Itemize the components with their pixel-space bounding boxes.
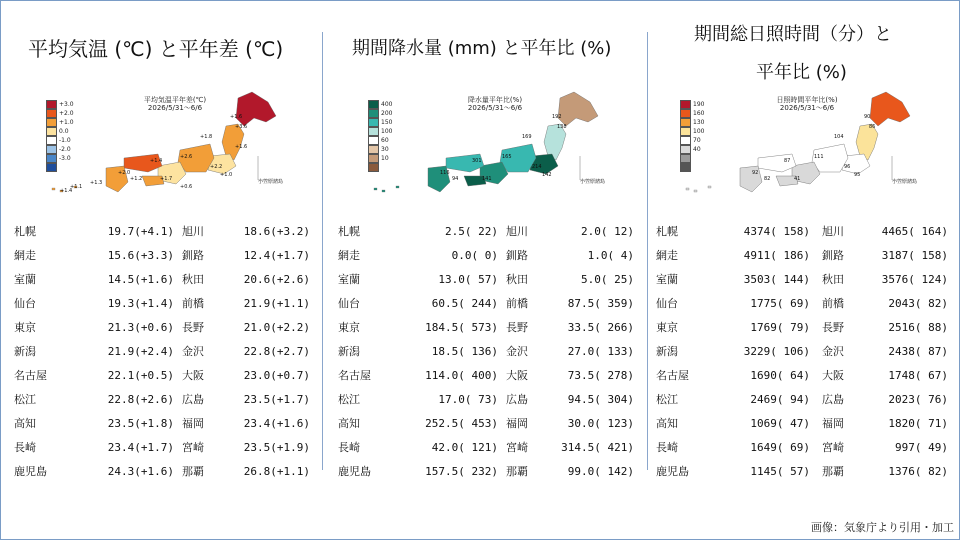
station-name: 釧路 (182, 249, 204, 262)
table-row (338, 316, 638, 340)
station-value: 314.5( 421) (561, 441, 634, 454)
station-name: 長崎 (14, 441, 36, 454)
station-value: 30.0( 123) (567, 417, 634, 430)
sunshine-map-caption-title: 日照時間平年比(%) (776, 96, 838, 104)
station-value: 4911( 186) (743, 249, 810, 262)
station-value: 23.5(+1.7) (243, 393, 310, 406)
station-name: 東京 (656, 321, 678, 334)
station-value: 22.8(+2.6) (107, 393, 174, 406)
station-name: 室蘭 (656, 273, 678, 286)
map-point-label: 41 (794, 176, 801, 182)
precipitation-ratio-map (352, 88, 602, 194)
table-row (338, 244, 638, 268)
station-value: 21.0(+2.2) (243, 321, 310, 334)
station-name: 大阪 (182, 369, 204, 382)
station-name: 新潟 (656, 345, 678, 358)
sunshine-title-line2: 平年比 (%) (756, 62, 847, 83)
map-point-label: 165 (502, 154, 512, 160)
table-row (14, 268, 314, 292)
map-point-label: +1.7 (160, 176, 173, 182)
map-point-label: 141 (482, 176, 492, 182)
station-value: 1145( 57) (750, 465, 810, 478)
map-point-label: +1.3 (90, 180, 103, 186)
station-name: 網走 (14, 249, 36, 262)
station-value: 12.4(+1.7) (243, 249, 310, 262)
legend-label: 200 (381, 110, 393, 117)
legend-label: +3.0 (59, 101, 74, 108)
map-point-label: 169 (522, 134, 532, 140)
station-value: 3503( 144) (743, 273, 810, 286)
map-point-label: +1.6 (230, 114, 243, 120)
map-point-label: 90 (864, 114, 871, 120)
station-name: 宮崎 (506, 441, 528, 454)
station-value: 1069( 47) (750, 417, 810, 430)
station-name: 名古屋 (338, 369, 371, 382)
map-point-label: +1.4 (150, 158, 163, 164)
map-point-label: +1.4 (60, 188, 73, 194)
station-value: 23.5(+1.8) (107, 417, 174, 430)
column-divider-1 (322, 32, 323, 470)
station-value: 252.5( 453) (425, 417, 498, 430)
station-name: 那覇 (182, 465, 204, 478)
station-name: 長崎 (656, 441, 678, 454)
sunshine-title-line1: 期間総日照時間（分）と (694, 24, 892, 45)
station-value: 14.5(+1.6) (107, 273, 174, 286)
station-value: 33.5( 266) (567, 321, 634, 334)
station-name: 室蘭 (14, 273, 36, 286)
station-value: 1775( 69) (750, 297, 810, 310)
station-name: 室蘭 (338, 273, 360, 286)
station-name: 名古屋 (656, 369, 689, 382)
legend-label: 0.0 (59, 128, 69, 135)
station-value: 1690( 64) (750, 369, 810, 382)
precipitation-map-caption-period: 2026/5/31～6/6 (467, 104, 523, 112)
table-row (14, 436, 314, 460)
ogasawara-inset-frame (580, 156, 602, 180)
station-value: 18.6(+3.2) (243, 225, 310, 238)
station-name: 釧路 (822, 249, 844, 262)
station-value: 1649( 69) (750, 441, 810, 454)
station-name: 名古屋 (14, 369, 47, 382)
station-value: 1.0( 4) (587, 249, 634, 262)
column-divider-2 (647, 32, 648, 470)
station-value: 21.9(+2.4) (107, 345, 174, 358)
map-point-label: 214 (532, 164, 542, 170)
station-name: 福岡 (182, 417, 204, 430)
map-region-hokkaido (236, 92, 276, 126)
station-name: 長野 (822, 321, 844, 334)
station-name: 新潟 (338, 345, 360, 358)
legend-label: -1.0 (59, 137, 71, 144)
station-name: 高知 (656, 417, 678, 430)
legend-label: -3.0 (59, 155, 71, 162)
map-point-label: 82 (764, 176, 771, 182)
table-row (656, 220, 956, 244)
station-name: 仙台 (14, 297, 36, 310)
station-value: 1820( 71) (888, 417, 948, 430)
station-name: 札幌 (338, 225, 360, 238)
station-name: 金沢 (506, 345, 528, 358)
sunshine-map-caption-period: 2026/5/31～6/6 (779, 104, 835, 112)
station-name: 東京 (14, 321, 36, 334)
map-island (694, 190, 697, 192)
station-value: 17.0( 73) (438, 393, 498, 406)
station-value: 2.0( 12) (581, 225, 634, 238)
map-region-hokkaido (558, 92, 598, 126)
station-name: 高知 (14, 417, 36, 430)
legend-label: 40 (693, 146, 701, 153)
table-row (338, 364, 638, 388)
station-name: 長野 (506, 321, 528, 334)
station-name: 鹿児島 (14, 465, 47, 478)
table-row (656, 388, 956, 412)
station-value: 24.3(+1.6) (107, 465, 174, 478)
table-row (338, 340, 638, 364)
precipitation-table (338, 220, 638, 484)
station-name: 前橋 (822, 297, 844, 310)
precipitation-map-ogasawara-label: 小笠原諸島 (580, 179, 606, 185)
station-name: 福岡 (506, 417, 528, 430)
station-name: 網走 (338, 249, 360, 262)
station-name: 広島 (506, 393, 528, 406)
station-value: 3229( 106) (743, 345, 810, 358)
station-name: 大阪 (506, 369, 528, 382)
map-point-label: 86 (869, 124, 876, 130)
station-value: 19.3(+1.4) (107, 297, 174, 310)
table-row (656, 436, 956, 460)
table-row (338, 220, 638, 244)
station-value: 997( 49) (895, 441, 948, 454)
legend-label: -2.0 (59, 146, 71, 153)
sunshine-ratio-map (664, 88, 914, 194)
station-value: 23.4(+1.6) (243, 417, 310, 430)
table-row (656, 460, 956, 484)
legend-label: +1.0 (59, 119, 74, 126)
map-point-label: 111 (814, 154, 824, 160)
station-name: 鹿児島 (338, 465, 371, 478)
map-point-label: +1.2 (130, 176, 143, 182)
station-name: 那覇 (506, 465, 528, 478)
station-value: 60.5( 244) (431, 297, 498, 310)
station-value: 42.0( 121) (431, 441, 498, 454)
station-value: 27.0( 133) (567, 345, 634, 358)
map-point-label: 87 (784, 158, 791, 164)
station-value: 22.8(+2.7) (243, 345, 310, 358)
station-name: 前橋 (506, 297, 528, 310)
temperature-title: 平均気温 (℃) と平年差 (℃) (28, 37, 284, 61)
legend-label: 160 (693, 110, 705, 117)
station-value: 1769( 79) (750, 321, 810, 334)
map-point-label: 94 (452, 176, 459, 182)
table-row (14, 292, 314, 316)
table-row (338, 412, 638, 436)
image-credit: 画像：気象庁より引用・加工 (811, 521, 954, 534)
legend-label: 130 (693, 119, 705, 126)
table-row (338, 268, 638, 292)
station-name: 高知 (338, 417, 360, 430)
station-value: 157.5( 232) (425, 465, 498, 478)
legend-label: 10 (381, 155, 389, 162)
ogasawara-inset-frame (258, 156, 280, 180)
station-value: 0.0( 0) (451, 249, 498, 262)
map-region-hokkaido (870, 92, 910, 126)
legend-label: 70 (693, 137, 701, 144)
station-value: 5.0( 25) (581, 273, 634, 286)
map-point-label: 104 (834, 134, 844, 140)
japan-map-svg (352, 88, 602, 194)
map-point-label: +3.6 (235, 124, 248, 130)
legend-label: 60 (381, 137, 389, 144)
temperature-anomaly-map (30, 88, 280, 194)
station-value: 2.5( 22) (445, 225, 498, 238)
station-value: 94.5( 304) (567, 393, 634, 406)
station-name: 網走 (656, 249, 678, 262)
map-point-label: +2.2 (210, 164, 223, 170)
table-row (14, 244, 314, 268)
station-value: 99.0( 142) (567, 465, 634, 478)
station-name: 仙台 (338, 297, 360, 310)
table-row (14, 340, 314, 364)
station-name: 松江 (656, 393, 678, 406)
station-value: 3576( 124) (881, 273, 948, 286)
station-name: 那覇 (822, 465, 844, 478)
station-value: 87.5( 359) (567, 297, 634, 310)
legend-label: 100 (693, 128, 705, 135)
japan-map-svg (30, 88, 280, 194)
precipitation-map-caption-title: 降水量平年比(%) (467, 96, 523, 104)
table-row (14, 412, 314, 436)
table-row (656, 340, 956, 364)
map-point-label: 95 (854, 172, 861, 178)
table-row (656, 244, 956, 268)
station-value: 4374( 158) (743, 225, 810, 238)
table-row (338, 436, 638, 460)
map-island (374, 188, 377, 190)
table-row (14, 364, 314, 388)
station-name: 旭川 (506, 225, 528, 238)
station-name: 仙台 (656, 297, 678, 310)
table-row (656, 292, 956, 316)
temperature-map-ogasawara-label: 小笠原諸島 (258, 179, 284, 185)
map-point-label: 96 (844, 164, 851, 170)
station-name: 鹿児島 (656, 465, 689, 478)
station-name: 大阪 (822, 369, 844, 382)
table-row (656, 364, 956, 388)
legend-label: 190 (693, 101, 705, 108)
temperature-table (14, 220, 314, 484)
legend-label: 150 (381, 119, 393, 126)
station-name: 金沢 (822, 345, 844, 358)
station-name: 秋田 (506, 273, 528, 286)
sunshine-map-ogasawara-label: 小笠原諸島 (892, 179, 918, 185)
station-name: 宮崎 (822, 441, 844, 454)
table-row (14, 316, 314, 340)
station-value: 2043( 82) (888, 297, 948, 310)
table-row (14, 220, 314, 244)
temperature-map-caption-period: 2026/5/31～6/6 (147, 104, 203, 112)
legend-label: 30 (381, 146, 389, 153)
station-value: 73.5( 278) (567, 369, 634, 382)
table-row (656, 268, 956, 292)
station-value: 21.9(+1.1) (243, 297, 310, 310)
map-island (52, 188, 55, 190)
map-point-label: 142 (542, 172, 552, 178)
station-value: 15.6(+3.3) (107, 249, 174, 262)
station-name: 旭川 (822, 225, 844, 238)
temperature-map-caption-title: 平均気温平年差(℃) (143, 96, 207, 104)
station-value: 114.0( 400) (425, 369, 498, 382)
station-name: 秋田 (182, 273, 204, 286)
station-name: 長野 (182, 321, 204, 334)
station-value: 19.7(+4.1) (107, 225, 174, 238)
station-value: 1376( 82) (888, 465, 948, 478)
station-value: 2023( 76) (888, 393, 948, 406)
station-value: 3187( 158) (881, 249, 948, 262)
station-value: 23.0(+0.7) (243, 369, 310, 382)
legend-label: +2.0 (59, 110, 74, 117)
station-name: 新潟 (14, 345, 36, 358)
station-value: 26.8(+1.1) (243, 465, 310, 478)
table-row (656, 412, 956, 436)
station-name: 釧路 (506, 249, 528, 262)
station-value: 20.6(+2.6) (243, 273, 310, 286)
station-value: 18.5( 136) (431, 345, 498, 358)
table-row (656, 316, 956, 340)
station-name: 東京 (338, 321, 360, 334)
table-row (338, 292, 638, 316)
station-value: 23.4(+1.7) (107, 441, 174, 454)
station-name: 広島 (182, 393, 204, 406)
station-value: 4465( 164) (881, 225, 948, 238)
station-name: 福岡 (822, 417, 844, 430)
map-point-label: +1.6 (235, 144, 248, 150)
map-point-label: 116 (440, 170, 450, 176)
map-point-label: +0.6 (180, 184, 193, 190)
table-row (14, 460, 314, 484)
legend-label: 400 (381, 101, 393, 108)
map-island (708, 186, 711, 188)
map-region-kyushu (740, 166, 762, 192)
table-row (338, 388, 638, 412)
station-name: 松江 (14, 393, 36, 406)
station-name: 秋田 (822, 273, 844, 286)
station-name: 前橋 (182, 297, 204, 310)
station-value: 2469( 94) (750, 393, 810, 406)
map-point-label: 92 (752, 170, 759, 176)
station-value: 1748( 67) (888, 369, 948, 382)
sunshine-table (656, 220, 956, 484)
map-point-label: 192 (552, 114, 562, 120)
map-island (382, 190, 385, 192)
station-name: 札幌 (656, 225, 678, 238)
station-value: 184.5( 573) (425, 321, 498, 334)
map-island (686, 188, 689, 190)
station-name: 札幌 (14, 225, 36, 238)
table-row (338, 460, 638, 484)
map-point-label: 138 (557, 124, 567, 130)
station-value: 13.0( 57) (438, 273, 498, 286)
station-name: 松江 (338, 393, 360, 406)
station-value: 2438( 87) (888, 345, 948, 358)
ogasawara-inset-frame (892, 156, 914, 180)
map-point-label: +2.0 (118, 170, 131, 176)
station-value: 23.5(+1.9) (243, 441, 310, 454)
station-name: 金沢 (182, 345, 204, 358)
map-island (396, 186, 399, 188)
map-point-label: 301 (472, 158, 482, 164)
japan-map-svg (664, 88, 914, 194)
map-point-label: +1.0 (220, 172, 233, 178)
legend-label: 100 (381, 128, 393, 135)
precipitation-title: 期間降水量 (mm) と平年比 (%) (352, 38, 612, 59)
table-row (14, 388, 314, 412)
station-value: 2516( 88) (888, 321, 948, 334)
map-point-label: +2.6 (180, 154, 193, 160)
station-value: 21.3(+0.6) (107, 321, 174, 334)
station-name: 宮崎 (182, 441, 204, 454)
station-name: 旭川 (182, 225, 204, 238)
station-name: 広島 (822, 393, 844, 406)
station-name: 長崎 (338, 441, 360, 454)
station-value: 22.1(+0.5) (107, 369, 174, 382)
map-point-label: +1.8 (200, 134, 213, 140)
map-point-label: +1.1 (70, 184, 83, 190)
